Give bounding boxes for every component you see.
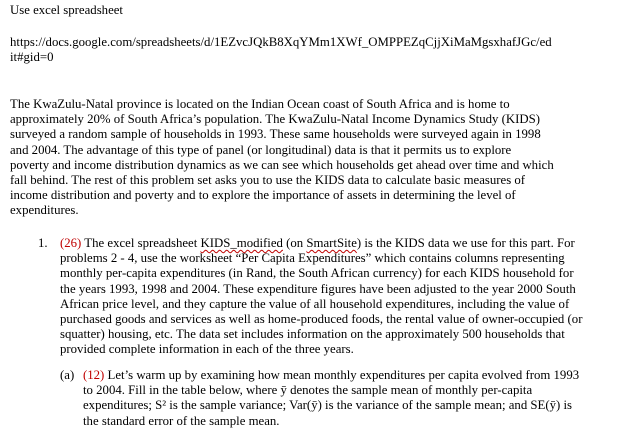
intro-line: fall behind. The rest of this problem set asks you to use the KIDS data to calculate basic measures of <box>10 173 526 188</box>
smartsite-name: SmartSite <box>306 236 357 250</box>
spreadsheet-link-line-2[interactable]: it#gid=0 <box>10 50 54 64</box>
question-1a-first-line <box>83 368 633 383</box>
heading-text: Use excel spreadsheet <box>10 3 123 17</box>
question-1-text-fragment: ) is the KIDS data we use for this part. For <box>356 236 575 250</box>
question-1-line: squatter) housing, etc. The data set includes information on the approximately 500 households that <box>60 327 565 342</box>
question-1-line: monthly per-capita expenditures (in Rand, the South African currency) for each KIDS household for <box>60 266 574 281</box>
question-1a-points: (12) <box>83 368 105 382</box>
question-1-first-line <box>60 236 630 251</box>
question-1a-line: to 2004. Fill in the table below, where ȳ denotes the sample mean of monthly per-capita <box>83 383 533 398</box>
question-1-text-fragment: The excel spreadsheet <box>81 236 201 250</box>
intro-line: and 2004. The advantage of this type of panel (or longitudinal) data is that it permits us to explore <box>10 142 512 157</box>
intro-line: expenditures. <box>10 203 79 218</box>
question-1-text-fragment: (on <box>282 236 307 250</box>
question-1-number: 1. <box>38 236 48 250</box>
filename-kids-modified: KIDS_modified <box>200 236 283 250</box>
question-1a-label: (a) <box>60 368 75 382</box>
intro-line: poverty and income distribution dynamics as we can see which households get ahead over time and which <box>10 157 554 172</box>
question-1a-text <box>83 368 633 429</box>
question-1-line: the years 1993, 1998 and 2004. These expenditure figures have been adjusted to the year 2000 South <box>60 281 576 296</box>
question-1a-line: the standard error of the sample mean. <box>83 413 280 428</box>
spreadsheet-link-line-1[interactable]: https://docs.google.com/spreadsheets/d/1EZvcJQkB8XqYMm1XWf_OMPPEZqCjjXiMaMgsxhafJGc/ed <box>10 35 552 49</box>
intro-line: income distribution and poverty and to explore the importance of assets in determining the level of <box>10 188 516 203</box>
intro-line: approximately 20% of South Africa’s population. The KwaZulu-Natal Income Dynamics Study (KIDS) <box>10 112 541 127</box>
question-1-points: (26) <box>60 236 82 250</box>
intro-line: The KwaZulu-Natal province is located on the Indian Ocean coast of South Africa and is home to <box>10 97 510 111</box>
question-1-line: African price level, and they capture the value of all household expenditures, including the value of <box>60 296 570 311</box>
question-1a-line: expenditures; S² is the sample variance; Var(ȳ) is the variance of the sample mean; and SE(ȳ) is <box>83 398 573 413</box>
question-1-text <box>60 236 630 358</box>
question-1-line: provided complete information in each of the three years. <box>60 342 354 357</box>
intro-line: surveyed a random sample of households in 1993. These same households were surveyed again in 1998 <box>10 127 541 142</box>
question-1a-text-fragment: Let’s warm up by examining how mean monthly expenditures per capita evolved from 1993 <box>104 368 580 382</box>
intro-paragraph <box>10 97 630 219</box>
question-1-line: purchased goods and services as well as home-produced foods, the rental value of owner-occupied (or <box>60 312 583 327</box>
question-1-line: problems 2 - 4, use the worksheet “Per Capita Expenditures” which contains columns representing <box>60 251 565 266</box>
